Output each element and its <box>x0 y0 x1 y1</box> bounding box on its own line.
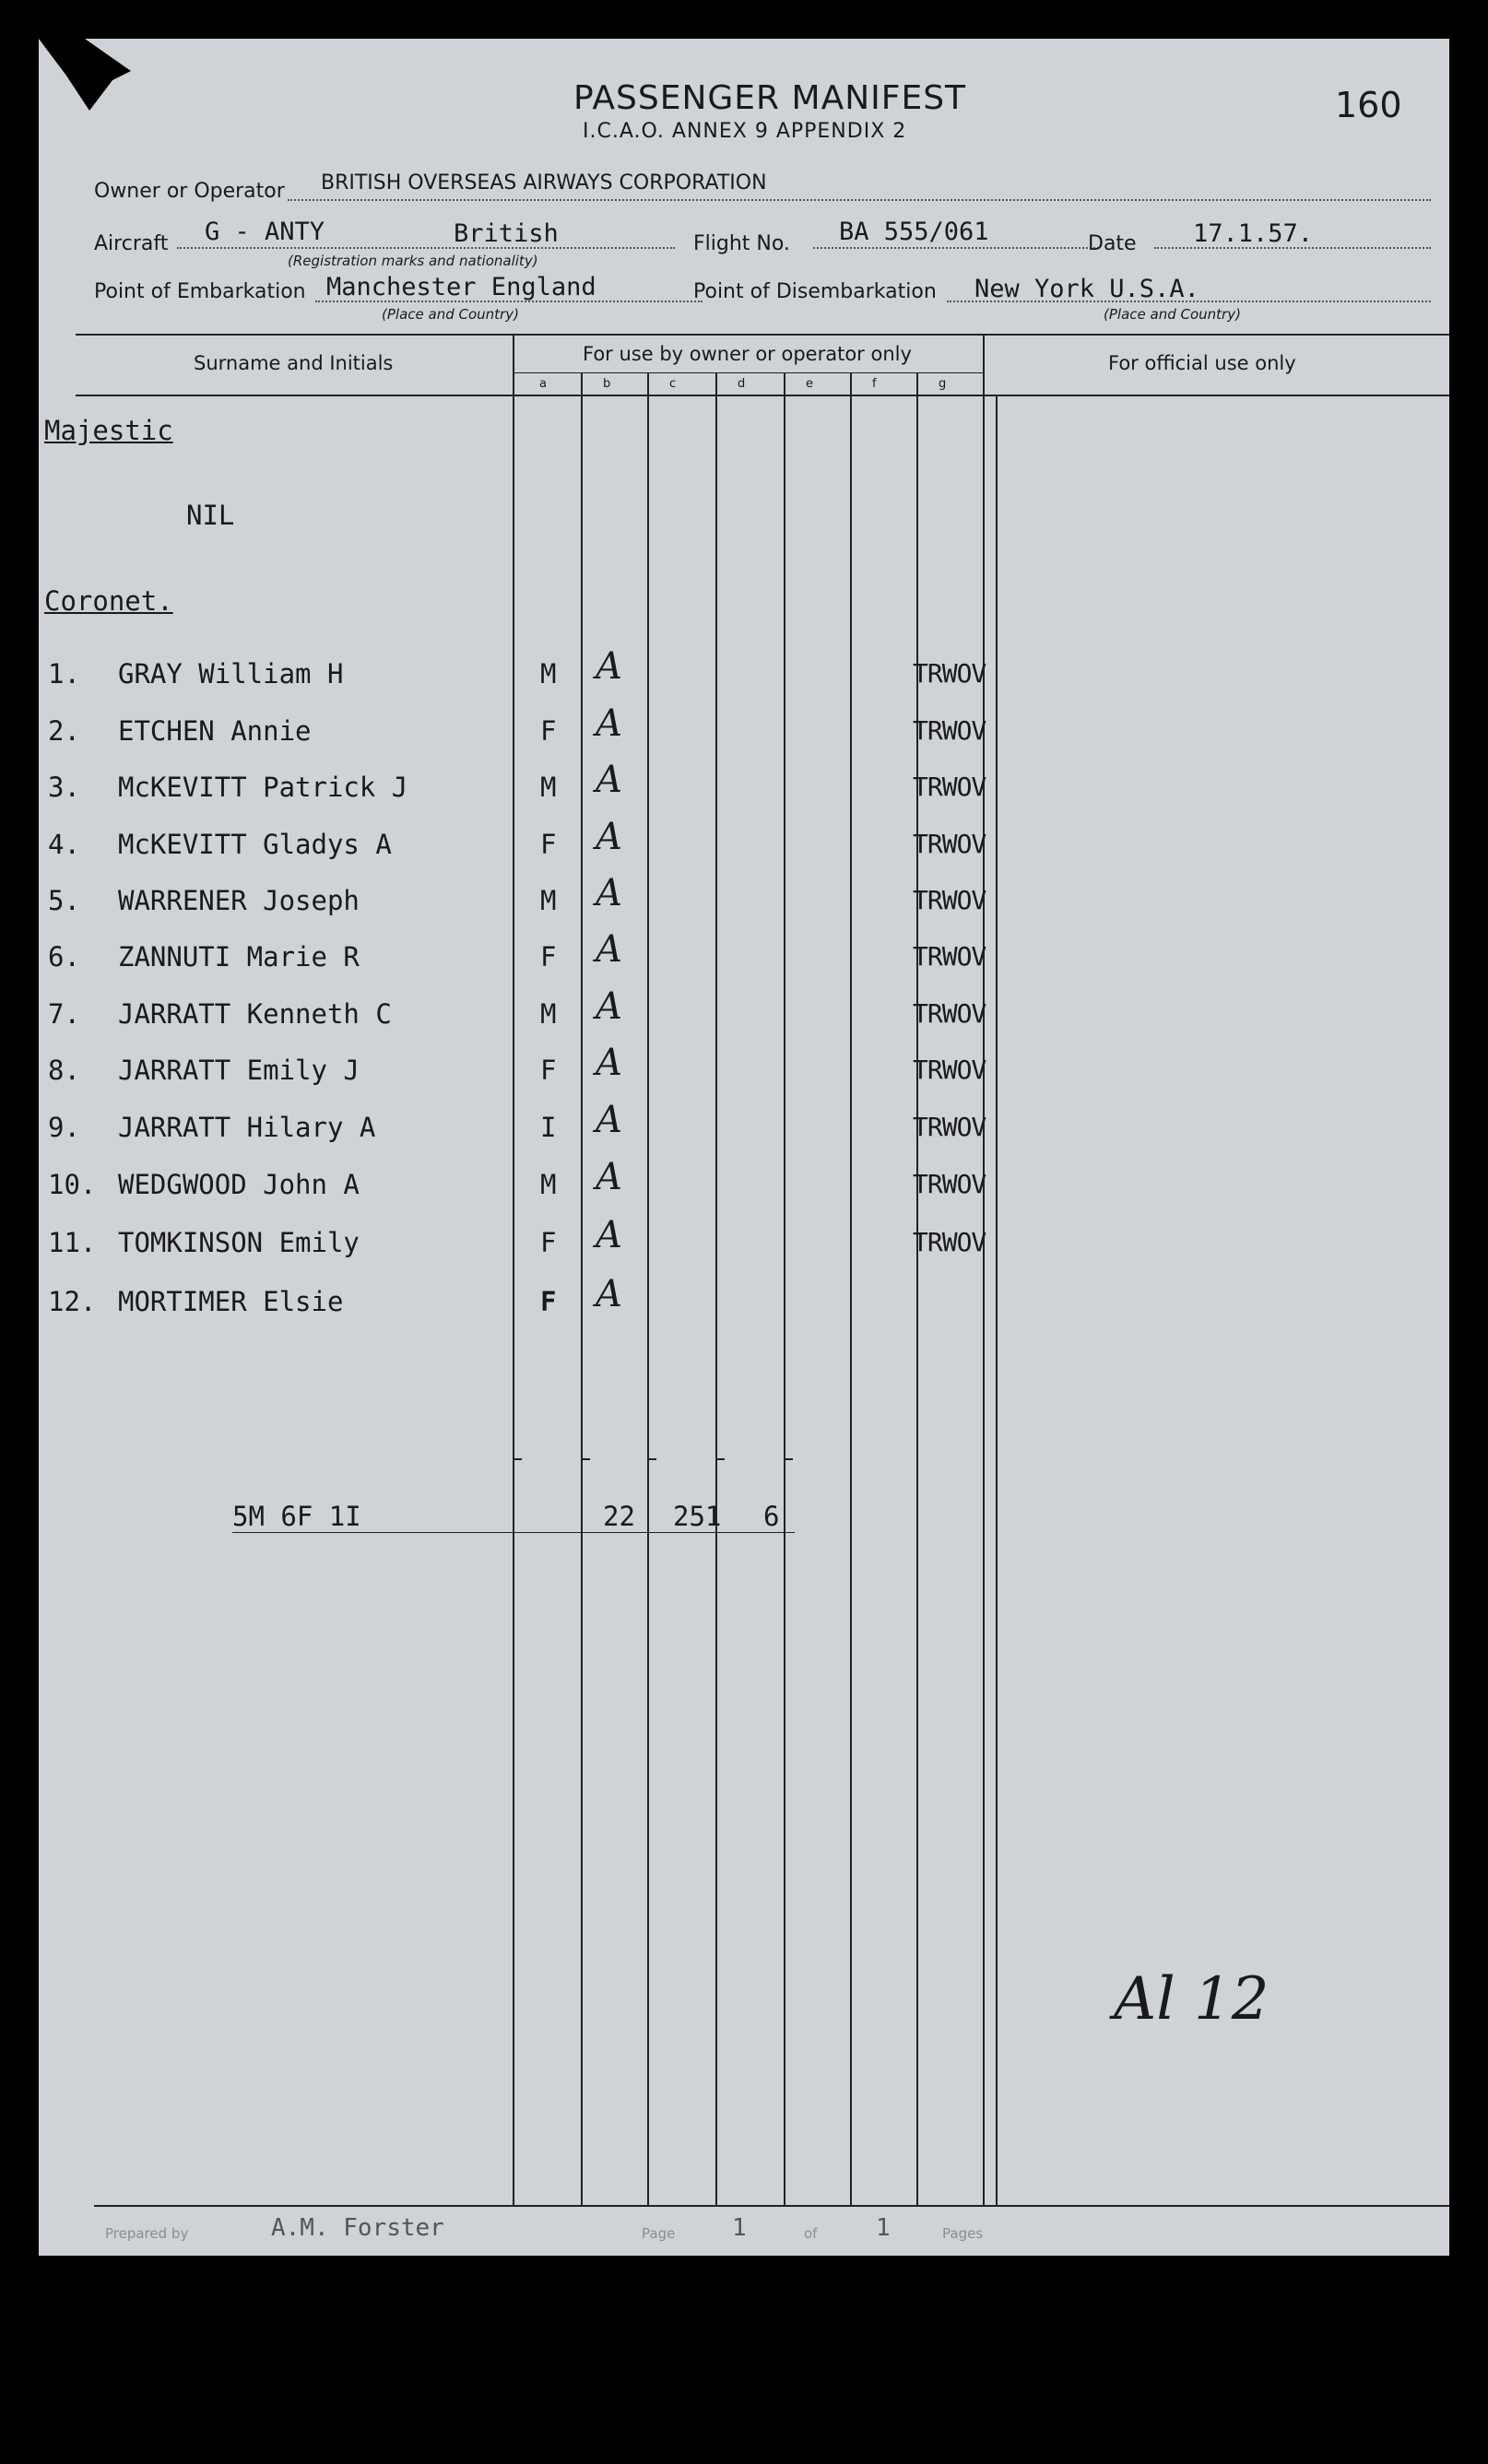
row-number: 6. <box>48 941 80 973</box>
passenger-grade: A <box>596 702 622 745</box>
of-label: of <box>804 2225 818 2242</box>
row-number: 12. <box>48 1286 97 1317</box>
row-number: 2. <box>48 715 80 747</box>
row-number: 10. <box>48 1169 97 1200</box>
page-value: 1 <box>732 2214 747 2242</box>
aircraft-note: (Registration marks and nationality) <box>288 253 538 269</box>
date-label: Date <box>1088 232 1137 255</box>
passenger-code: TRWOV <box>913 772 986 802</box>
column-header-name: Surname and Initials <box>194 352 394 374</box>
passenger-grade: A <box>596 872 622 914</box>
column-rule <box>850 372 852 2205</box>
subcolumn-b: b <box>603 377 611 391</box>
passenger-code: TRWOV <box>913 829 986 859</box>
column-rule <box>784 372 785 2205</box>
manifest-title: PASSENGER MANIFEST <box>573 79 967 117</box>
tick-mark <box>513 1458 522 1460</box>
column-rule <box>715 372 717 2205</box>
passenger-grade: A <box>596 1273 622 1315</box>
aircraft-label: Aircraft <box>94 232 169 255</box>
aircraft-line <box>177 247 675 249</box>
embarkation-line <box>315 301 703 302</box>
passenger-name: JARRATT Emily J <box>118 1055 360 1086</box>
column-rule <box>996 395 998 2205</box>
subcolumn-a: a <box>539 377 547 391</box>
page-number: 160 <box>1335 85 1402 125</box>
passenger-grade: A <box>596 985 622 1028</box>
column-rule <box>983 334 985 2205</box>
passenger-code: TRWOV <box>913 1055 986 1085</box>
passenger-grade: A <box>596 816 622 858</box>
passenger-sex: F <box>540 1286 557 1317</box>
row-number: 1. <box>48 658 80 690</box>
totals-b: 22 <box>603 1501 635 1532</box>
prepared-by-label: Prepared by <box>105 2225 189 2242</box>
passenger-code: TRWOV <box>913 1112 986 1142</box>
passenger-name: JARRATT Hilary A <box>118 1112 376 1143</box>
passenger-name: MORTIMER Elsie <box>118 1286 344 1317</box>
torn-corner <box>39 39 168 131</box>
passenger-sex: M <box>540 885 557 916</box>
date-line <box>1154 247 1431 249</box>
embarkation-label: Point of Embarkation <box>94 280 306 303</box>
passenger-code: TRWOV <box>913 658 986 689</box>
passenger-grade: A <box>596 1156 622 1198</box>
passenger-name: WARRENER Joseph <box>118 885 360 916</box>
column-rule <box>513 334 514 2205</box>
passenger-sex: M <box>540 772 557 803</box>
passenger-code: TRWOV <box>913 998 986 1029</box>
majestic-nil: NIL <box>186 500 235 531</box>
subcolumn-c: c <box>669 377 677 391</box>
totals-underline <box>232 1532 795 1533</box>
passenger-name: TOMKINSON Emily <box>118 1227 360 1258</box>
disembarkation-line <box>947 301 1431 302</box>
passenger-sex: F <box>540 715 557 747</box>
passenger-code: TRWOV <box>913 941 986 972</box>
embarkation-value: Manchester England <box>326 273 596 301</box>
row-number: 4. <box>48 829 80 860</box>
owner-value: BRITISH OVERSEAS AIRWAYS CORPORATION <box>321 171 767 195</box>
passenger-name: ETCHEN Annie <box>118 715 312 747</box>
subcolumn-d: d <box>738 377 746 391</box>
passenger-sex: M <box>540 1169 557 1200</box>
aircraft-registration: G - ANTY <box>205 218 325 246</box>
section-coronet: Coronet. <box>44 585 173 617</box>
tick-mark <box>715 1458 725 1460</box>
passenger-code: TRWOV <box>913 885 986 915</box>
passenger-sex: F <box>540 1227 557 1258</box>
manifest-sheet <box>39 39 1449 2256</box>
passenger-sex: F <box>540 941 557 973</box>
owner-label: Owner or Operator <box>94 180 285 203</box>
passenger-sex: M <box>540 998 557 1030</box>
manifest-subtitle: I.C.A.O. ANNEX 9 APPENDIX 2 <box>583 120 907 143</box>
owner-subheader-rule <box>513 372 983 373</box>
row-number: 11. <box>48 1227 97 1258</box>
column-rule <box>916 372 918 2205</box>
aircraft-nationality: British <box>454 219 559 248</box>
subcolumn-f: f <box>872 377 877 391</box>
passenger-name: GRAY William H <box>118 658 344 690</box>
prepared-by-value: A.M. Forster <box>271 2214 444 2242</box>
column-header-owner: For use by owner or operator only <box>583 343 912 365</box>
embarkation-note: (Place and Country) <box>382 306 519 323</box>
table-header-rule <box>76 395 1449 396</box>
passenger-grade: A <box>596 1042 622 1084</box>
row-number: 7. <box>48 998 80 1030</box>
passenger-code: TRWOV <box>913 1227 986 1257</box>
page-label: Page <box>642 2225 676 2242</box>
tick-mark <box>647 1458 656 1460</box>
passenger-name: JARRATT Kenneth C <box>118 998 392 1030</box>
passenger-sex: F <box>540 829 557 860</box>
footer-rule <box>94 2205 1449 2207</box>
passenger-name: WEDGWOOD John A <box>118 1169 360 1200</box>
subcolumn-g: g <box>939 377 947 391</box>
passenger-code: TRWOV <box>913 715 986 746</box>
owner-line <box>288 199 1431 201</box>
flight-label: Flight No. <box>693 232 790 255</box>
passenger-code: TRWOV <box>913 1169 986 1199</box>
row-number: 8. <box>48 1055 80 1086</box>
section-majestic: Majestic <box>44 415 173 446</box>
disembarkation-value: New York U.S.A. <box>974 275 1199 303</box>
column-header-official: For official use only <box>1108 352 1296 374</box>
flight-value: BA 555/061 <box>839 218 989 246</box>
totals-summary: 5M 6F 1I <box>232 1501 361 1532</box>
row-number: 3. <box>48 772 80 803</box>
passenger-sex: M <box>540 658 557 690</box>
totals-d: 6 <box>763 1501 780 1532</box>
column-rule <box>647 372 649 2205</box>
subcolumn-e: e <box>806 377 813 391</box>
pages-label: Pages <box>942 2225 984 2242</box>
passenger-name: McKEVITT Patrick J <box>118 772 408 803</box>
disembarkation-label: Point of Disembarkation <box>693 280 937 303</box>
passenger-name: McKEVITT Gladys A <box>118 829 392 860</box>
passenger-grade: A <box>596 759 622 801</box>
row-number: 9. <box>48 1112 80 1143</box>
date-value: 17.1.57. <box>1193 219 1314 248</box>
row-number: 5. <box>48 885 80 916</box>
disembarkation-note: (Place and Country) <box>1104 306 1241 323</box>
passenger-grade: A <box>596 645 622 688</box>
passenger-sex: F <box>540 1055 557 1086</box>
tick-mark <box>581 1458 590 1460</box>
passenger-name: ZANNUTI Marie R <box>118 941 360 973</box>
passenger-grade: A <box>596 928 622 971</box>
of-value: 1 <box>876 2214 891 2242</box>
handwritten-annotation: Al 12 <box>1114 1965 1270 2034</box>
column-rule <box>581 372 583 2205</box>
flight-line <box>813 247 1099 249</box>
passenger-grade: A <box>596 1214 622 1256</box>
tick-mark <box>784 1458 793 1460</box>
passenger-grade: A <box>596 1099 622 1141</box>
passenger-sex: I <box>540 1112 557 1143</box>
totals-c: 251 <box>673 1501 722 1532</box>
table-top-rule <box>76 334 1449 336</box>
